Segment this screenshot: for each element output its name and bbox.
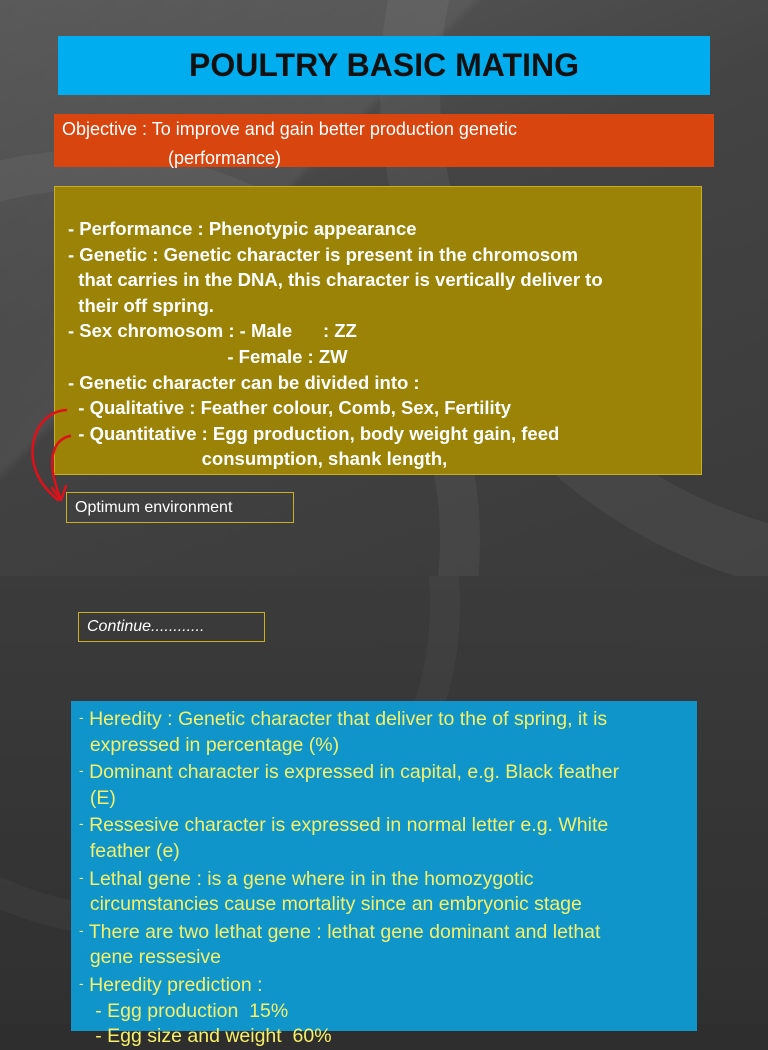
objective-line-2: (performance) (168, 148, 282, 168)
content-line: - Genetic character can be divided into : (68, 371, 420, 393)
list-item: - Heredity prediction : (79, 973, 263, 996)
arrow-curve-lower (52, 436, 70, 498)
optimum-environment-box: Optimum environment (66, 492, 294, 523)
list-item: gene ressesive (79, 946, 221, 969)
heredity-content-box (71, 701, 697, 1048)
content-line: - Genetic : Genetic character is present in the chromosom (68, 243, 578, 265)
content-line: - Sex chromosom : - Male : ZZ (68, 320, 357, 342)
list-item: circumstancies cause mortality since an embryonic stage (79, 893, 582, 916)
list-item: - Dominant character is expressed in capital, e.g. Black feather (79, 761, 620, 784)
list-item: - There are two lethat gene : lethat gene dominant and lethat (79, 920, 601, 943)
list-item: - Heredity : Genetic character that deliver to the of spring, it is (79, 708, 608, 730)
continue-label-box: Continue............ (78, 612, 265, 642)
list-item: feather (e) (79, 839, 180, 862)
content-line: - Female : ZW (68, 345, 348, 367)
content-line: - Qualitative : Feather colour, Comb, Sex, Fertility (68, 397, 512, 419)
list-item: (E) (79, 786, 116, 809)
content-line: that carries in the DNA, this character is vertically deliver to (68, 269, 603, 291)
list-item: - Egg production 15% (79, 999, 289, 1022)
list-item: expressed in percentage (%) (79, 733, 340, 756)
list-item: - Egg size and weight 60% (79, 1025, 332, 1048)
objective-line-1: Objective : To improve and gain better production genetic (62, 119, 517, 139)
slide-title: POULTRY BASIC MATING (58, 36, 710, 95)
content-line: - Quantitative : Egg production, body weight gain, feed (68, 422, 560, 444)
content-line: consumption, shank length, (68, 448, 448, 470)
list-item: - Ressesive character is expressed in normal letter e.g. White (79, 814, 609, 837)
arrow-curve-upper (32, 410, 66, 500)
content-line: - Performance : Phenotypic appearance (68, 218, 417, 239)
list-item: - Lethal gene : is a gene where in in the homozygotic (79, 867, 534, 890)
content-line: their off spring. (68, 294, 214, 316)
